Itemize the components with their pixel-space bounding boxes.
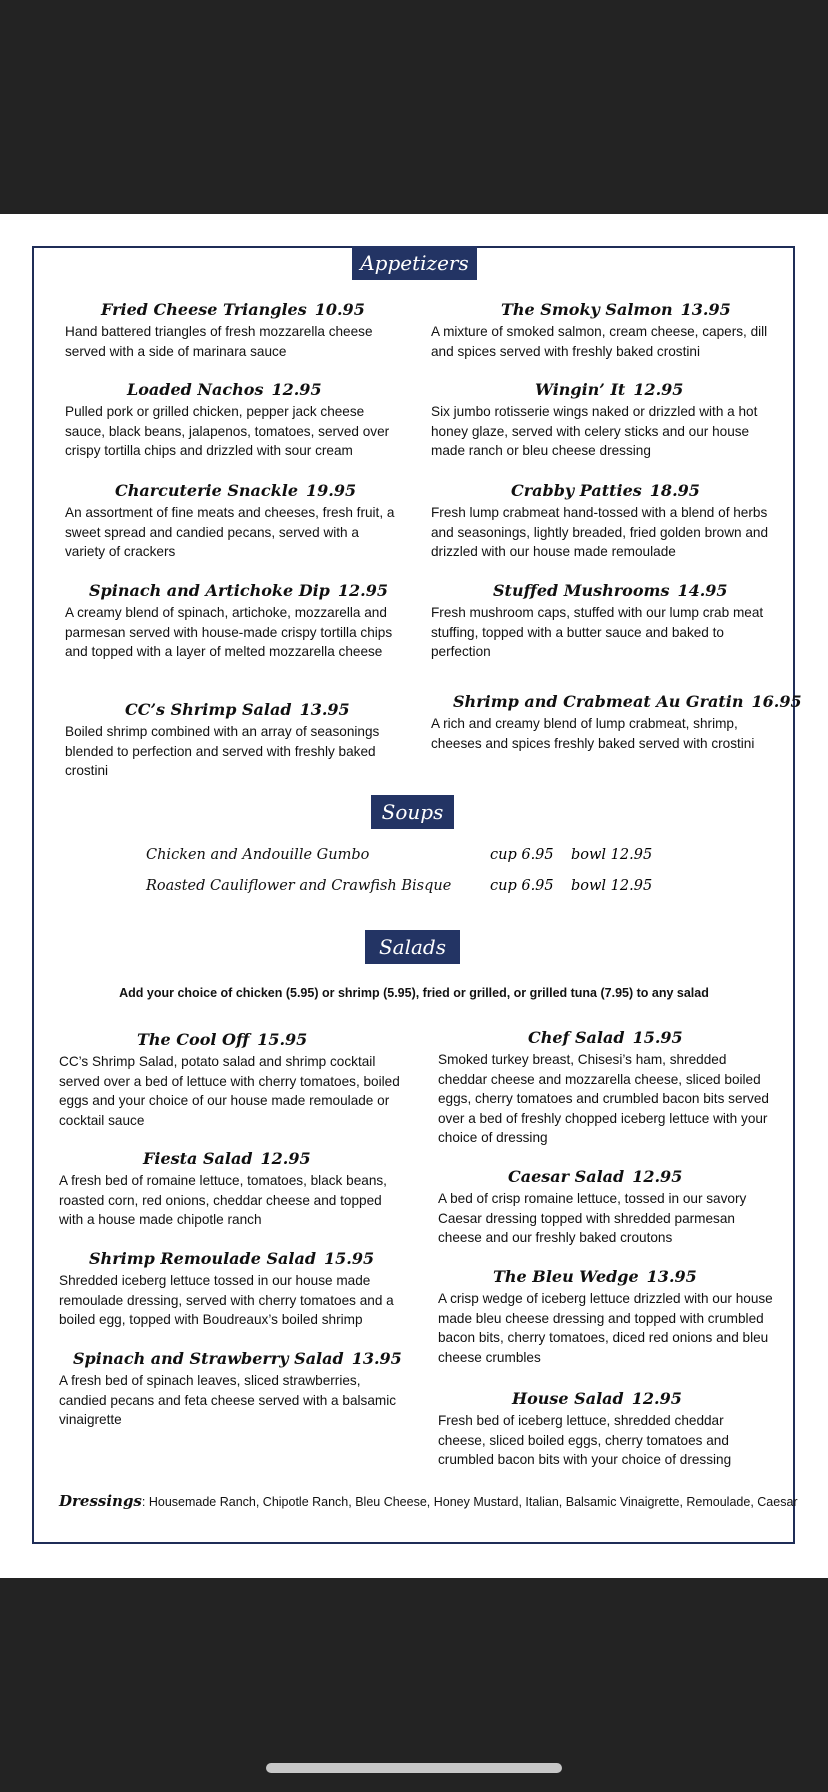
- soups-heading: Soups: [371, 795, 454, 829]
- salad-item: [59, 1348, 409, 1430]
- item-price: 16.95: [751, 692, 802, 711]
- item-price: 12.95: [271, 380, 322, 399]
- item-name: Crabby Patties: [511, 481, 642, 500]
- item-price: 14.95: [677, 581, 728, 600]
- dressings-list: : Housemade Ranch, Chipotle Ranch, Bleu Cheese, Honey Mustard, Italian, Balsamic Vinaigrette, Remoulade, Caesar: [141, 1495, 798, 1509]
- salad-item: [438, 1027, 773, 1148]
- soup-name: Chicken and Andouille Gumbo: [146, 847, 370, 863]
- item-name: Caesar Salad: [508, 1167, 625, 1186]
- item-title: [438, 1166, 773, 1188]
- item-description: A bed of crisp romaine lettuce, tossed in our savory Caesar dressing topped with shredded parmesan cheese and our freshly baked croutons: [438, 1191, 747, 1245]
- salad-item: [438, 1166, 773, 1248]
- item-title: [65, 379, 400, 401]
- salad-addon-note: Add your choice of chicken (5.95) or shrimp (5.95), fried or grilled, or grilled tuna (7.95) to any salad: [119, 986, 709, 1000]
- item-title: [431, 691, 802, 713]
- soup-row: [146, 843, 706, 867]
- item-price: 13.95: [299, 700, 350, 719]
- dressings-label: Dressings: [59, 1492, 142, 1510]
- appetizer-item: [65, 580, 400, 662]
- soup-cup-price: cup 6.95: [490, 847, 554, 863]
- item-name: CC’s Shrimp Salad: [125, 700, 292, 719]
- appetizer-item: [65, 699, 400, 781]
- item-description: Fresh mushroom caps, stuffed with our lump crab meat stuffing, topped with a butter sauce and baked to perfection: [431, 605, 764, 659]
- salad-item: [438, 1266, 773, 1367]
- item-description: Pulled pork or grilled chicken, pepper jack cheese sauce, black beans, jalapenos, tomatoes, served over crispy tortilla chips and drizzled with sour cream: [65, 404, 390, 458]
- top-dark-area: [0, 0, 828, 214]
- appetizer-item: [65, 299, 400, 361]
- item-title: [438, 1388, 773, 1410]
- item-price: 13.95: [646, 1267, 697, 1286]
- item-title: [59, 1029, 409, 1051]
- item-description: A crisp wedge of iceberg lettuce drizzled with our house made bleu cheese dressing and topped with crumbled bacon bits, cherry tomatoes, diced red onions and bleu cheese crumbles: [438, 1291, 773, 1365]
- item-description: Six jumbo rotisserie wings naked or drizzled with a hot honey glaze, served with celery sticks and our house made ranch or bleu cheese dressing: [431, 404, 758, 458]
- soup-name: Roasted Cauliflower and Crawfish Bisque: [146, 878, 452, 894]
- item-price: 12.95: [631, 1389, 682, 1408]
- item-name: Wingin’ It: [535, 380, 626, 399]
- item-description: An assortment of fine meats and cheeses, fresh fruit, a sweet spread and candied pecans, served with a variety of crackers: [65, 505, 395, 559]
- salad-item: [59, 1148, 409, 1230]
- item-name: Loaded Nachos: [127, 380, 264, 399]
- item-name: The Cool Off: [137, 1030, 250, 1049]
- appetizer-item: [65, 379, 400, 461]
- item-description: Boiled shrimp combined with an array of seasonings blended to perfection and served with freshly baked crostini: [65, 724, 380, 778]
- item-price: 15.95: [324, 1249, 375, 1268]
- item-price: 18.95: [649, 481, 700, 500]
- soup-cup-price: cup 6.95: [490, 878, 554, 894]
- item-name: The Bleu Wedge: [493, 1267, 639, 1286]
- item-description: A mixture of smoked salmon, cream cheese, capers, dill and spices served with freshly baked crostini: [431, 324, 768, 359]
- item-title: [65, 580, 400, 602]
- item-description: A fresh bed of spinach leaves, sliced strawberries, candied pecans and feta cheese served with a balsamic vinaigrette: [59, 1373, 397, 1427]
- item-title: [431, 580, 776, 602]
- item-price: 12.95: [632, 1167, 683, 1186]
- salad-item: [59, 1029, 409, 1130]
- item-price: 15.95: [257, 1030, 308, 1049]
- item-price: 13.95: [680, 300, 731, 319]
- item-price: 12.95: [260, 1149, 311, 1168]
- item-title: [431, 299, 776, 321]
- item-name: House Salad: [512, 1389, 624, 1408]
- appetizers-heading: Appetizers: [352, 246, 477, 280]
- salad-item: [59, 1248, 409, 1330]
- appetizer-item: [431, 691, 802, 753]
- soup-bowl-price: bowl 12.95: [571, 847, 653, 863]
- item-name: Stuffed Mushrooms: [493, 581, 670, 600]
- item-title: [438, 1027, 773, 1049]
- item-description: Shredded iceberg lettuce tossed in our house made remoulade dressing, served with cherry tomatoes and a boiled egg, topped with Boudreaux’s boiled shrimp: [59, 1273, 394, 1327]
- item-name: Shrimp and Crabmeat Au Gratin: [453, 692, 744, 711]
- item-title: [431, 480, 776, 502]
- item-title: [438, 1266, 773, 1288]
- item-title: [65, 480, 400, 502]
- dressings-line: [59, 1492, 798, 1510]
- appetizer-item: [65, 480, 400, 562]
- item-name: Spinach and Artichoke Dip: [89, 581, 330, 600]
- salad-item: [438, 1388, 773, 1470]
- item-description: Fresh lump crabmeat hand-tossed with a blend of herbs and seasonings, lightly breaded, fried golden brown and drizzled with our house made remoulade: [431, 505, 769, 559]
- item-name: Fried Cheese Triangles: [101, 300, 307, 319]
- item-title: [65, 299, 400, 321]
- item-description: Hand battered triangles of fresh mozzarella cheese served with a side of marinara sauce: [65, 324, 373, 359]
- item-price: 12.95: [337, 581, 388, 600]
- item-name: Chef Salad: [528, 1028, 625, 1047]
- item-price: 12.95: [633, 380, 684, 399]
- appetizer-item: [431, 299, 776, 361]
- item-description: Fresh bed of iceberg lettuce, shredded cheddar cheese, sliced boiled eggs, cherry tomatoes and crumbled bacon bits with your choice of dressing: [438, 1413, 732, 1467]
- item-description: Smoked turkey breast, Chisesi’s ham, shredded cheddar cheese and mozzarella cheese, sliced boiled eggs, cherry tomatoes and crumbled bacon bits served over a bed of freshly chopped iceberg lettuce with your choice of dressing: [438, 1052, 769, 1145]
- item-name: Shrimp Remoulade Salad: [89, 1249, 317, 1268]
- item-description: A fresh bed of romaine lettuce, tomatoes, black beans, roasted corn, red onions, cheddar cheese and topped with a house made chipotle ranch: [59, 1173, 387, 1227]
- item-description: CC’s Shrimp Salad, potato salad and shrimp cocktail served over a bed of lettuce with cherry tomatoes, boiled eggs and your choice of our house made remoulade or cocktail sauce: [59, 1054, 400, 1128]
- appetizer-item: [431, 379, 776, 461]
- soup-row: [146, 874, 706, 898]
- bottom-dark-area: [0, 1578, 828, 1792]
- salads-heading: Salads: [365, 930, 460, 964]
- appetizer-item: [431, 480, 776, 562]
- item-price: 15.95: [632, 1028, 683, 1047]
- home-indicator[interactable]: [266, 1763, 562, 1773]
- item-title: [59, 1148, 409, 1170]
- appetizer-item: [431, 580, 776, 662]
- soup-bowl-price: bowl 12.95: [571, 878, 653, 894]
- item-name: Charcuterie Snackle: [115, 481, 299, 500]
- item-price: 10.95: [314, 300, 365, 319]
- item-description: A creamy blend of spinach, artichoke, mozzarella and parmesan served with house-made crispy tortilla chips and topped with a layer of melted mozzarella cheese: [65, 605, 393, 659]
- item-title: [431, 379, 776, 401]
- item-name: Spinach and Strawberry Salad: [73, 1349, 344, 1368]
- item-title: [59, 1348, 409, 1370]
- item-description: A rich and creamy blend of lump crabmeat, shrimp, cheeses and spices freshly baked served with crostini: [431, 716, 755, 751]
- item-price: 19.95: [306, 481, 357, 500]
- item-price: 13.95: [351, 1349, 402, 1368]
- item-name: The Smoky Salmon: [501, 300, 673, 319]
- item-title: [59, 1248, 409, 1270]
- item-name: Fiesta Salad: [143, 1149, 253, 1168]
- item-title: [65, 699, 400, 721]
